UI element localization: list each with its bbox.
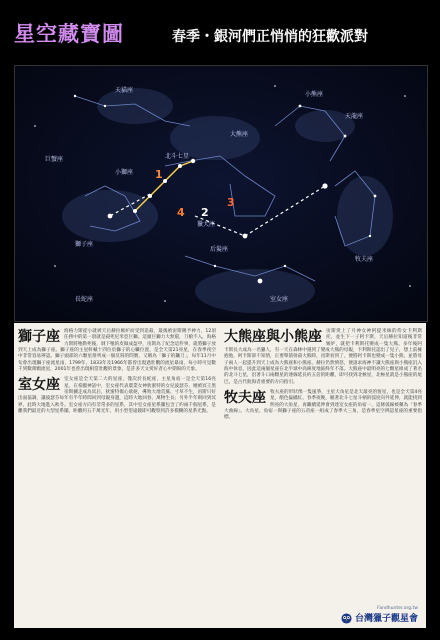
label-bootes: 牧夫座: [355, 256, 374, 263]
star: [344, 135, 347, 138]
label-virgo: 室女座: [270, 296, 289, 303]
footer-org: [341, 611, 418, 624]
star: [164, 300, 166, 302]
page-subtitle: 春季・銀河們正悄悄的狂歡派對: [172, 29, 368, 45]
star: [369, 235, 371, 237]
label-coma: 后髮座: [210, 246, 229, 253]
label-hydra: 長蛇座: [75, 296, 94, 303]
star-map-svg: [15, 66, 427, 321]
uma-umi-text: 宙斯愛上了月神女神阿提米絲的侍女卡利斯托，並生下一子阿卡斯，天后赫拉知道後非常嫉妒，就把卡利斯托變成一隻大熊。多年後阿卡斯長大成為一名獵人，有一天在森林中遇到了變成大熊的母親，卡利斯托認出了兒子，想上前擁抱他，阿卡斯卻不知情，正要舉箭射殺大熊時，宙斯看到了，便將阿卡斯也變成一隻小熊，並將母子兩人一起提升到天上成為大熊座和小熊座。赫拉仍然憤怒，便請求海神不讓大熊座與小熊座沉入海中休息，因此這兩個星座在北半球中高緯度地區終年不落。大熊座中最明亮的七顆星組成了著名的北斗七星，沿著斗口兩顆星的連線延長約五倍的距離，即可找到北極星，北極星就是小熊座的尾巴，是古代航海者重要的方向指引。: [224, 329, 422, 385]
star: [374, 195, 377, 198]
star: [104, 105, 106, 107]
star: [409, 285, 411, 287]
marker-number-1: 1: [155, 168, 163, 181]
star: [299, 105, 302, 108]
label-leo: 獅子座: [75, 241, 94, 248]
star: [178, 164, 182, 168]
marker-number-2: 2: [201, 206, 209, 219]
footer-url: Fandhunter.org.tw: [377, 606, 418, 611]
leo-section: [18, 329, 216, 373]
label-draco: 天龍座: [345, 113, 364, 120]
star: [148, 194, 152, 198]
star: [322, 183, 327, 188]
uma-umi-title: 大熊座與小熊座: [224, 329, 322, 345]
label-uma: 大熊座: [230, 131, 249, 138]
label-big-dipper: 北斗七星: [165, 153, 190, 160]
star: [54, 265, 56, 267]
star: [258, 279, 263, 284]
star: [243, 234, 248, 239]
footer-org-name: 台灣獵子觀星會: [354, 614, 418, 624]
star: [34, 125, 36, 127]
star: [214, 265, 216, 267]
page-title: 星空藏寶圖: [14, 22, 124, 46]
star: [274, 85, 276, 87]
star: [163, 179, 167, 183]
star-map: [14, 65, 428, 322]
bootes-title: 牧夫座: [224, 390, 266, 407]
right-column: [224, 329, 422, 426]
star: [191, 159, 195, 163]
owl-icon: [341, 613, 352, 624]
virgo-section: [18, 377, 216, 415]
leo-text: 海格力斯從小就被天后赫拉嫉妒而受到追殺，最後被宙斯賜予神力，12項任務中的第一項就是殺死尼米亞巨獅。這頭巨獅力大無窮，刀槍不入，海格力斯將牠勒死後，剝下牠的皮做成盔甲，宙斯為了紀念這件事，就將獅子放到天上成為獅子座。獅子座的主星軒轅十四位於獅子的心臟位置，是全天第21亮星，在春季夜空中非常容易辨認。獅子頭部的六顆星排列成一個反寫的問號，又稱為「獅子的鐮刀」，每年11月中旬會出現獅子座流星雨，1799年、1833年及1966年都曾出現過壯觀的流星暴雨，每小時可見數千到數萬顆流星，2001年也曾出現相當壯觀的景象，是許多天文愛好者心中期盼的天象。: [18, 329, 216, 373]
marker-number-3: 3: [227, 196, 235, 209]
label-lynx: 天貓座: [115, 87, 134, 94]
label-umi: 小熊座: [305, 91, 324, 98]
label-cancer: 巨蟹座: [45, 156, 64, 163]
virgo-title: 室女座: [18, 377, 60, 394]
bootes-text: 牧夫座的形狀像一隻風箏，主星大角星是北天最亮的恆星，也是全天第4亮星，顏色偏橘紅。春季夜晚，順著北斗七星斗柄的弧度向外延伸，就能找到明亮的大角星，再繼續延伸會到達室女座的角宿一，這條弧線被稱為「春季大曲線」。大角星、角宿一與獅子座的五帝座一組成了春季大三角，是春季星空辨認星座的重要指標。: [224, 390, 422, 421]
star: [404, 95, 406, 97]
star: [74, 95, 76, 97]
footer-logo: [341, 606, 418, 624]
uma-umi-section: [224, 329, 422, 386]
leo-title: 獅子座: [18, 329, 60, 345]
marker-number-4: 4: [177, 206, 185, 219]
star: [108, 214, 113, 219]
bootes-figure: [337, 176, 393, 256]
left-column: [18, 329, 216, 419]
header: [0, 0, 440, 62]
label-canes: 獵犬座: [197, 221, 216, 228]
star: [284, 265, 286, 267]
virgo-text: 室女座是全天第二大的星座，僅次於長蛇座，主星角宿一是全天第16亮星。在希臘神話中，室女座代表農業女神狄蜜特的女兒波瑟芬，她被冥王黑帝斯擄走成為冥后，狄蜜特傷心欲絕，導致大地荒蕪、寸草不生，宙斯只好出面協調，讓波瑟芬每年有半年時間回到母親身邊，這時大地回春、萬物生長；另外半年則回到冥界，此時大地進入秋冬。室女座方向有非常多的星系，其中室女座星系團包含了約兩千個星系，是離我們最近的大型星系團，距離約五千萬光年，用小型望遠鏡即可觀察到許多模糊的星系光點。: [18, 377, 216, 415]
label-leo-minor: 小獅座: [115, 169, 134, 176]
star: [133, 209, 137, 213]
article-content: [14, 323, 426, 628]
bootes-section: [224, 390, 422, 422]
